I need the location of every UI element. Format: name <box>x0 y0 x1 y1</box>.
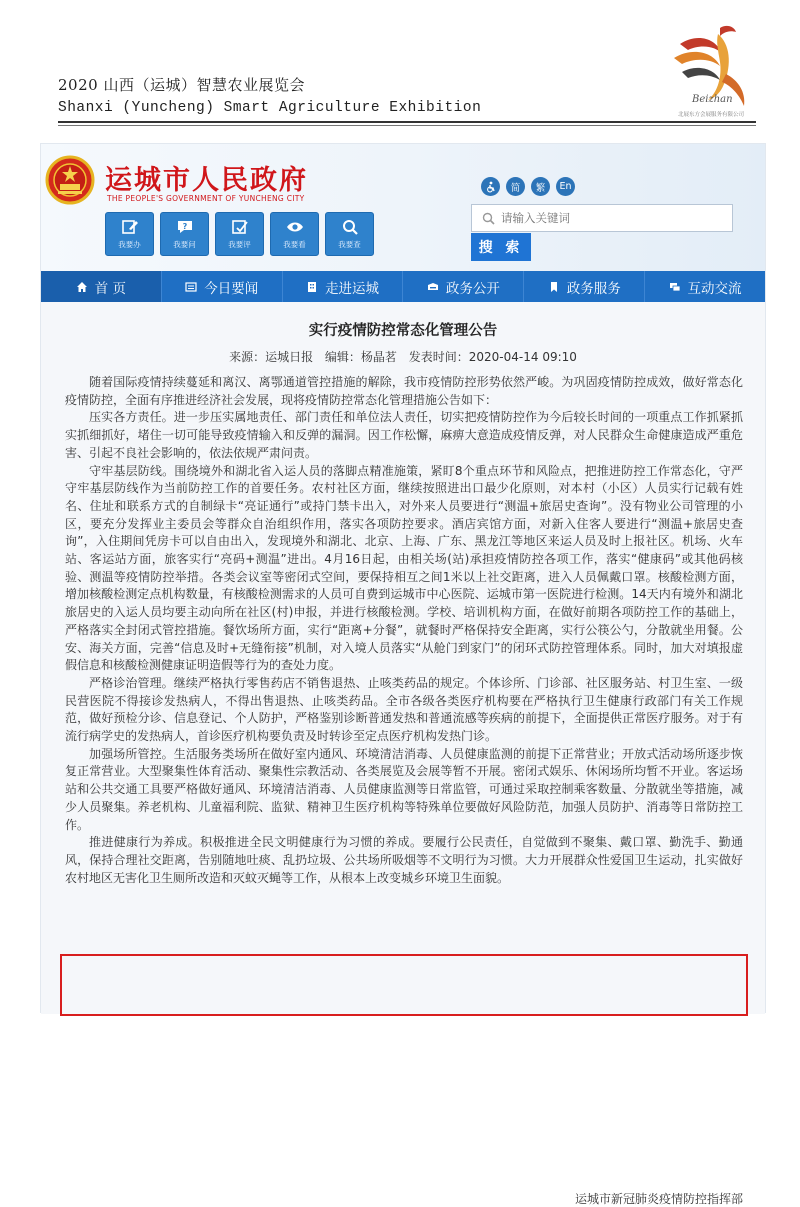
comment-icon <box>231 219 249 235</box>
site-title-en: THE PEOPLE'S GOVERNMENT OF YUNCHENG CITY <box>107 194 305 203</box>
site-banner <box>41 144 765 271</box>
nav-news[interactable] <box>162 271 283 302</box>
wheelchair-icon[interactable] <box>481 177 500 196</box>
open-icon <box>427 281 439 293</box>
article-source: 来源：运城日报 <box>229 350 314 364</box>
article-paragraph: 推进健康行为养成。积极推进全民文明健康行为习惯的养成。要履行公民责任，自觉做到不聚集、戴口罩、勤洗手、勤通风，保持合理社交距离，告别随地吐痰、乱扔垃圾、公共场所吸烟等不文明行为习惯。大力开展群众性爱国卫生运动，扎实做好农村地区无害化卫生厕所改造和灭蚊灭蝇等工作，从根本上改变城乡环境卫生面貌。 <box>65 835 743 885</box>
article-body <box>65 374 743 887</box>
nav-gov-open[interactable] <box>403 271 524 302</box>
quick-link-apply[interactable] <box>105 212 154 256</box>
nav-label: 互动交流 <box>687 280 742 297</box>
eye-icon <box>286 219 304 235</box>
header-rule-thin <box>58 125 756 126</box>
exhibition-header <box>0 0 800 135</box>
exhibition-title-zh: 2020 山西（运城）智慧农业展览会 <box>58 76 305 94</box>
article-title: 实行疫情防控常态化管理公告 <box>308 323 498 339</box>
quick-link-review[interactable] <box>215 212 264 256</box>
search-button[interactable]: 搜 索 <box>471 233 531 261</box>
article-paragraph: 随着国际疫情持续蔓延和离汉、离鄂通道管控措施的解除，我市疫情防控形势依然严峻。为巩固疫情防控成效，做好常态化疫情防控，全面有序推进经济社会发展，现将疫情防控常态化管理措施公告如下： <box>65 375 743 407</box>
chat-icon <box>669 281 681 293</box>
question-icon <box>176 219 194 235</box>
home-icon <box>76 281 88 293</box>
exhibition-title-en: Shanxi (Yuncheng) Smart Agriculture Exhibition <box>58 100 482 116</box>
lang-english[interactable]: En <box>556 177 575 196</box>
quick-link-view[interactable] <box>270 212 319 256</box>
building-icon <box>306 281 318 293</box>
search-input[interactable] <box>501 211 721 225</box>
article-signature: 运城市新冠肺炎疫情防控指挥部 <box>574 1192 743 1206</box>
quick-links <box>105 212 374 256</box>
gov-website <box>40 143 766 1206</box>
article-paragraph: 严格诊治管理。继续严格执行零售药店不销售退热、止咳类药品的规定。个体诊所、门诊部、社区服务站、村卫生室、一级民营医院不得接诊发热病人，不得出售退热、止咳类药品。全市各级各类医疗机构要在严格执行卫生健康行政部门有关工作规范，做好预检分诊、信息登记、个人防护，严格鉴别诊断普通发热和普通流感等疾病的前提下，全面提供正常医疗服务。对于有流行病学史的发热病人，首诊医疗机构要负责及时转诊至定点医疗机构发热门诊。 <box>65 675 743 744</box>
nav-interaction[interactable] <box>645 271 765 302</box>
nav-label: 今日要闻 <box>204 280 259 297</box>
nav-gov-service[interactable] <box>524 271 645 302</box>
svg-text:?: ? <box>182 221 187 231</box>
quick-link-ask[interactable] <box>160 212 209 256</box>
logo-name: Beizhan <box>692 94 733 105</box>
quick-link-label: 我要评 <box>228 239 251 249</box>
search-icon <box>482 212 495 225</box>
quick-link-label: 我要问 <box>173 239 196 249</box>
article-paragraph: 压实各方责任。进一步压实属地责任、部门责任和单位法人责任，切实把疫情防控作为今后较长时间的一项重点工作抓紧抓实抓细抓好，堵住一切可能导致疫情输入和反弹的漏洞。因工作松懈，麻痹大意造成疫情反弹，对人民群众生命健康造成严重危害、引起不良社会影响的，依法依规严肃问责。 <box>65 410 743 460</box>
article-editor: 编辑：杨晶茗 <box>324 350 397 364</box>
bookmark-icon <box>548 281 560 293</box>
national-emblem-icon <box>45 154 95 206</box>
lang-traditional[interactable]: 繁 <box>531 177 550 196</box>
quick-link-label: 我要办 <box>118 239 141 249</box>
article-paragraph: 守牢基层防线。围绕境外和湖北省入运人员的落脚点精准施策，紧盯8个重点环节和风险点，把推进防控工作常态化，守严守牢基层防线作为当前防控工作的首要任务。农村社区方面，继续按照进出口最少化原则，对本村（小区）人员实行记载有姓名、住址和联系方式的自制绿卡“亮证通行”或持门禁卡出入，对外来人员要进行“测温+旅居史查询”。没有物业公司管理的小区，要充分发挥业主委员会等群众自治组织作用，落实各项防控要求。酒店宾馆方面，对新入住客人要进行“测温+旅居史查询”，入住期间凭房卡可以自由出入，发现境外和湖北、北京、上海、广东、黑龙江等地区来运人员及时上报社区。机场、火车站、客运站方面，旅客实行“亮码+测温”进出。4月16日起，由相关场(站)承担疫情防控各项工作，落实“健康码”或其他码核验、测温等疫情防控举措。各类会议室等密闭式空间，要保持相互之间1米以上社交距离，进入人员佩戴口罩。核酸检测方面，增加核酸检测定点机构数量，有核酸检测需求的人员可自费到运城市中心医院、运城市第一医院进行检测。14天内有境外和湖北旅居史的入运人员均要主动向所在社区(村)申报，并进行核酸检测。学校、培训机构方面，在做好前期各项防控工作的基础上，严格落实全封闭式管控措施。餐饮场所方面，实行“距离+分餐”，就餐时严格保持安全距离，实行公筷公勺，分散就坐用餐。公安、海关方面，完善“信息及时+无缝衔接”机制，对入境人员落实“从舱门到家门”的闭环式防控管理体系。同时，加大对填报虚假信息和核酸检测健康证明造假等行为的查处力度。 <box>65 463 743 673</box>
lang-simplified[interactable]: 简 <box>506 177 525 196</box>
search-icon <box>341 219 359 235</box>
quick-link-search[interactable] <box>325 212 374 256</box>
quick-link-label: 我要看 <box>283 239 306 249</box>
news-icon <box>185 281 197 293</box>
nav-label: 首 页 <box>94 280 127 297</box>
site-title: 运城市人民政府 <box>105 165 308 196</box>
edit-icon <box>121 219 139 235</box>
language-switcher <box>481 177 575 196</box>
logo-subtitle: 北展东方会展服务有限公司 <box>678 112 745 118</box>
search-box <box>471 204 733 232</box>
main-nav <box>41 271 765 302</box>
article-paragraph: 加强场所管控。生活服务类场所在做好室内通风、环境清洁消毒、人员健康监测的前提下正常营业；开放式活动场所逐步恢复正常营业。大型聚集性体育活动、聚集性宗教活动、各类展览及会展等暂不开展。密闭式娱乐、休闲场所均暂不开业。客运场站和公共交通工具要严格做好通风、环境清洁消毒、人员健康监测等日常监管，可通过采取控制乘客数量、分散就坐等措施，减少人员聚集。养老机构、儿童福利院、监狱、精神卫生医疗机构等特殊单位要做好风险防范，加强人员防护、消毒等日常防控工作。 <box>65 746 743 832</box>
article <box>41 302 765 1206</box>
nav-label: 政务公开 <box>445 280 500 297</box>
article-meta <box>41 348 765 365</box>
header-rule <box>58 121 756 123</box>
nav-label: 走进运城 <box>325 280 380 297</box>
nav-label: 政务服务 <box>566 280 621 297</box>
nav-home[interactable] <box>41 271 162 302</box>
nav-city[interactable] <box>283 271 404 302</box>
highlight-annotation <box>60 954 748 1016</box>
article-date: 发表时间：2020-04-14 09:10 <box>408 350 577 364</box>
quick-link-label: 我要查 <box>338 239 361 249</box>
